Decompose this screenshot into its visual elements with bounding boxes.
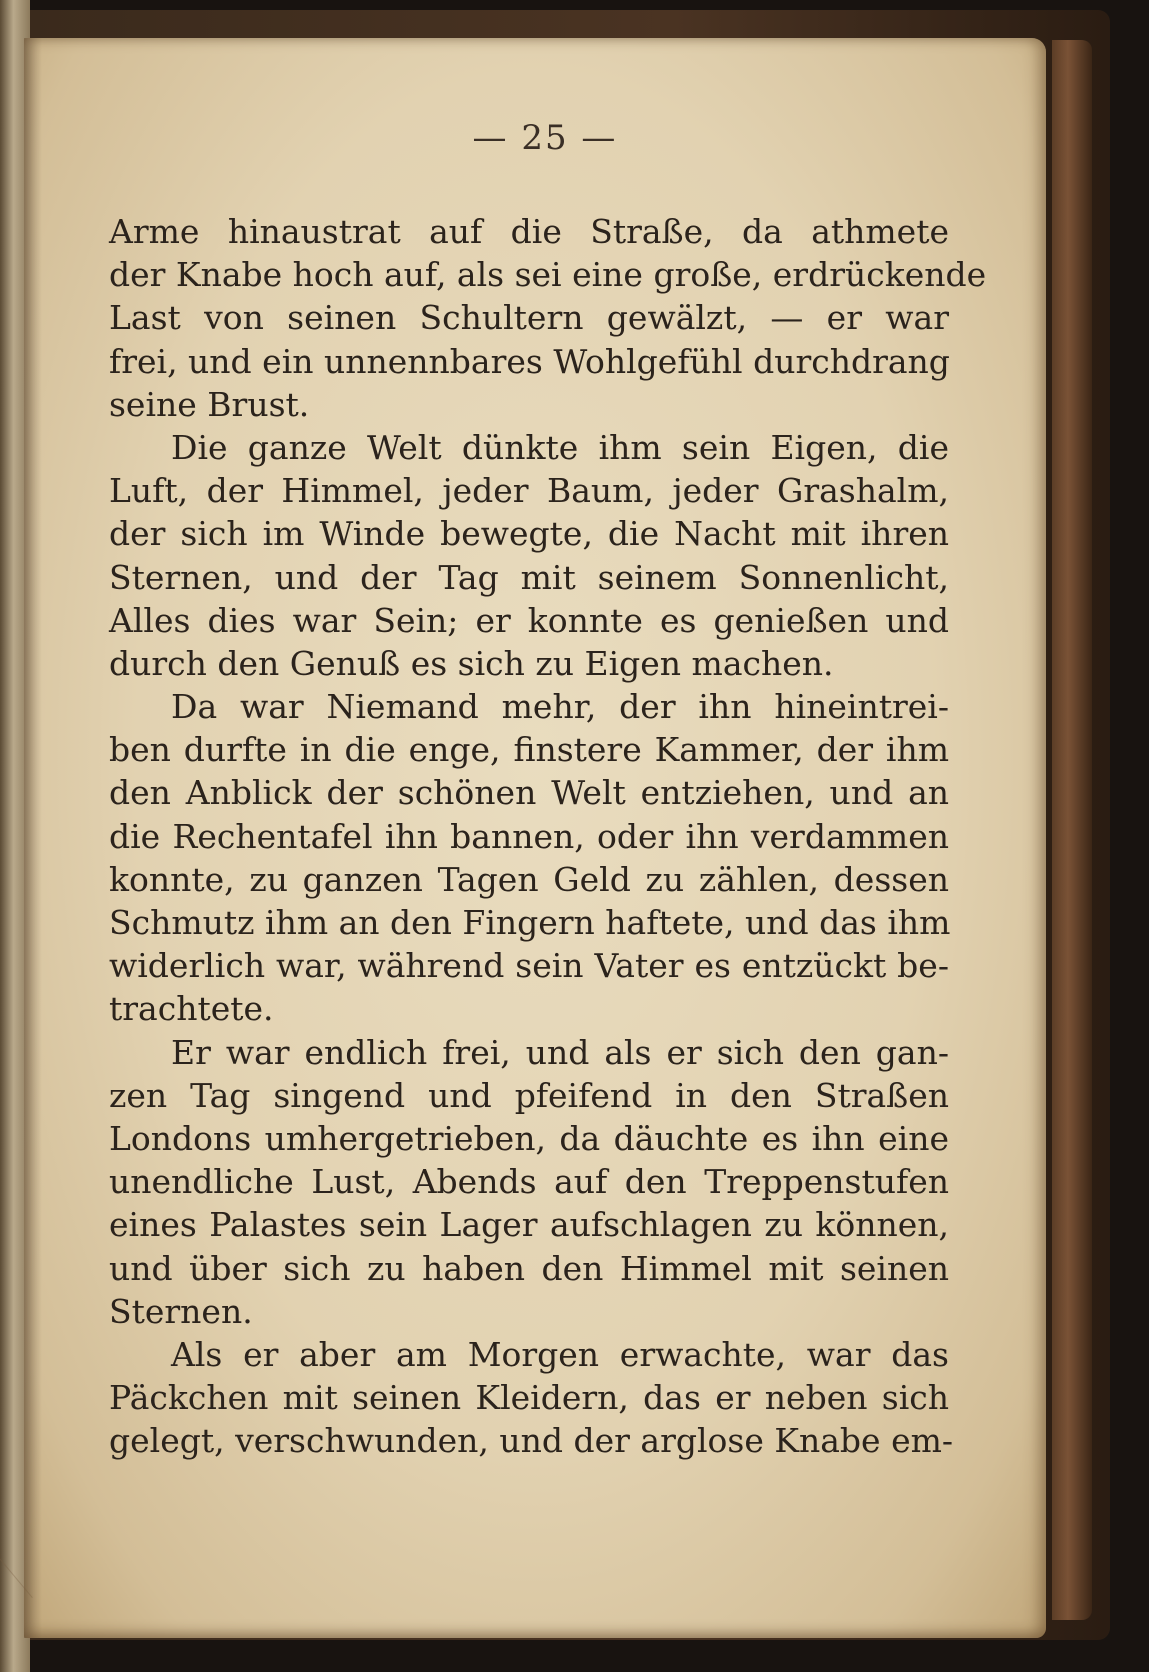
text-line: den Anblick der schönen Welt entziehen, und an (109, 773, 949, 813)
text-line: Arme hinaustrat auf die Straße, da athmete (109, 212, 949, 251)
text-line: und über sich zu haben den Himmel mit seinen (109, 1248, 949, 1288)
text-line: Sternen. (109, 1291, 253, 1331)
text-line: zen Tag singend und pfeifend in den Straßen (109, 1075, 949, 1115)
text-line: Er war endlich frei, und als er sich den gan- (171, 1032, 949, 1072)
text-line: Londons umhergetrieben, da däuchte es ihn eine (109, 1118, 949, 1158)
text-line: Die ganze Welt dünkte ihm sein Eigen, die (171, 427, 949, 467)
page-crease (0, 1428, 125, 1598)
text-line: Sternen, und der Tag mit seinem Sonnenlicht, (109, 557, 949, 597)
text-line: ben durfte in die enge, finstere Kammer, der ihm (109, 730, 949, 770)
text-line: Da war Niemand mehr, der ihn hineintrei- (171, 687, 949, 727)
book-page (24, 38, 1046, 1638)
body-text (109, 210, 987, 1462)
text-line: widerlich war, während sein Vater es entzückt be- (109, 946, 949, 986)
text-line: konnte, zu ganzen Tagen Geld zu zählen, dessen (109, 859, 949, 899)
text-line: trachtete. (109, 989, 274, 1029)
text-line: eines Palastes sein Lager aufschlagen zu können, (109, 1205, 949, 1245)
text-line: durch den Genuß es sich zu Eigen machen. (109, 643, 834, 683)
text-line: die Rechentafel ihn bannen, oder ihn verdammen (109, 816, 949, 856)
text-line: Luft, der Himmel, jeder Baum, jeder Grashalm, (109, 471, 949, 511)
text-line: Last von seinen Schultern gewälzt, — er war (109, 298, 949, 338)
page-number: — 25 — (472, 118, 618, 158)
text-line: gelegt, verschwunden, und der arglose Knabe em- (109, 1421, 954, 1461)
text-line: Schmutz ihm an den Fingern haftete, und das ihm (109, 903, 951, 942)
text-line: der sich im Winde bewegte, die Nacht mit ihren (109, 514, 949, 554)
text-line: der Knabe hoch auf, als sei eine große, erdrückende (109, 255, 987, 295)
cover-edge (1052, 40, 1092, 1620)
gutter-shadow (24, 38, 42, 1638)
text-line: Alles dies war Sein; er konnte es genießen und (109, 600, 949, 640)
text-line: Als er aber am Morgen erwachte, war das (171, 1334, 949, 1374)
text-line: frei, und ein unnennbares Wohlgefühl durchdrang (109, 341, 950, 381)
text-line: Päckchen mit seinen Kleidern, das er neben sich (109, 1378, 949, 1418)
text-line: unendliche Lust, Abends auf den Treppenstufen (109, 1162, 949, 1202)
text-line: seine Brust. (109, 384, 310, 424)
